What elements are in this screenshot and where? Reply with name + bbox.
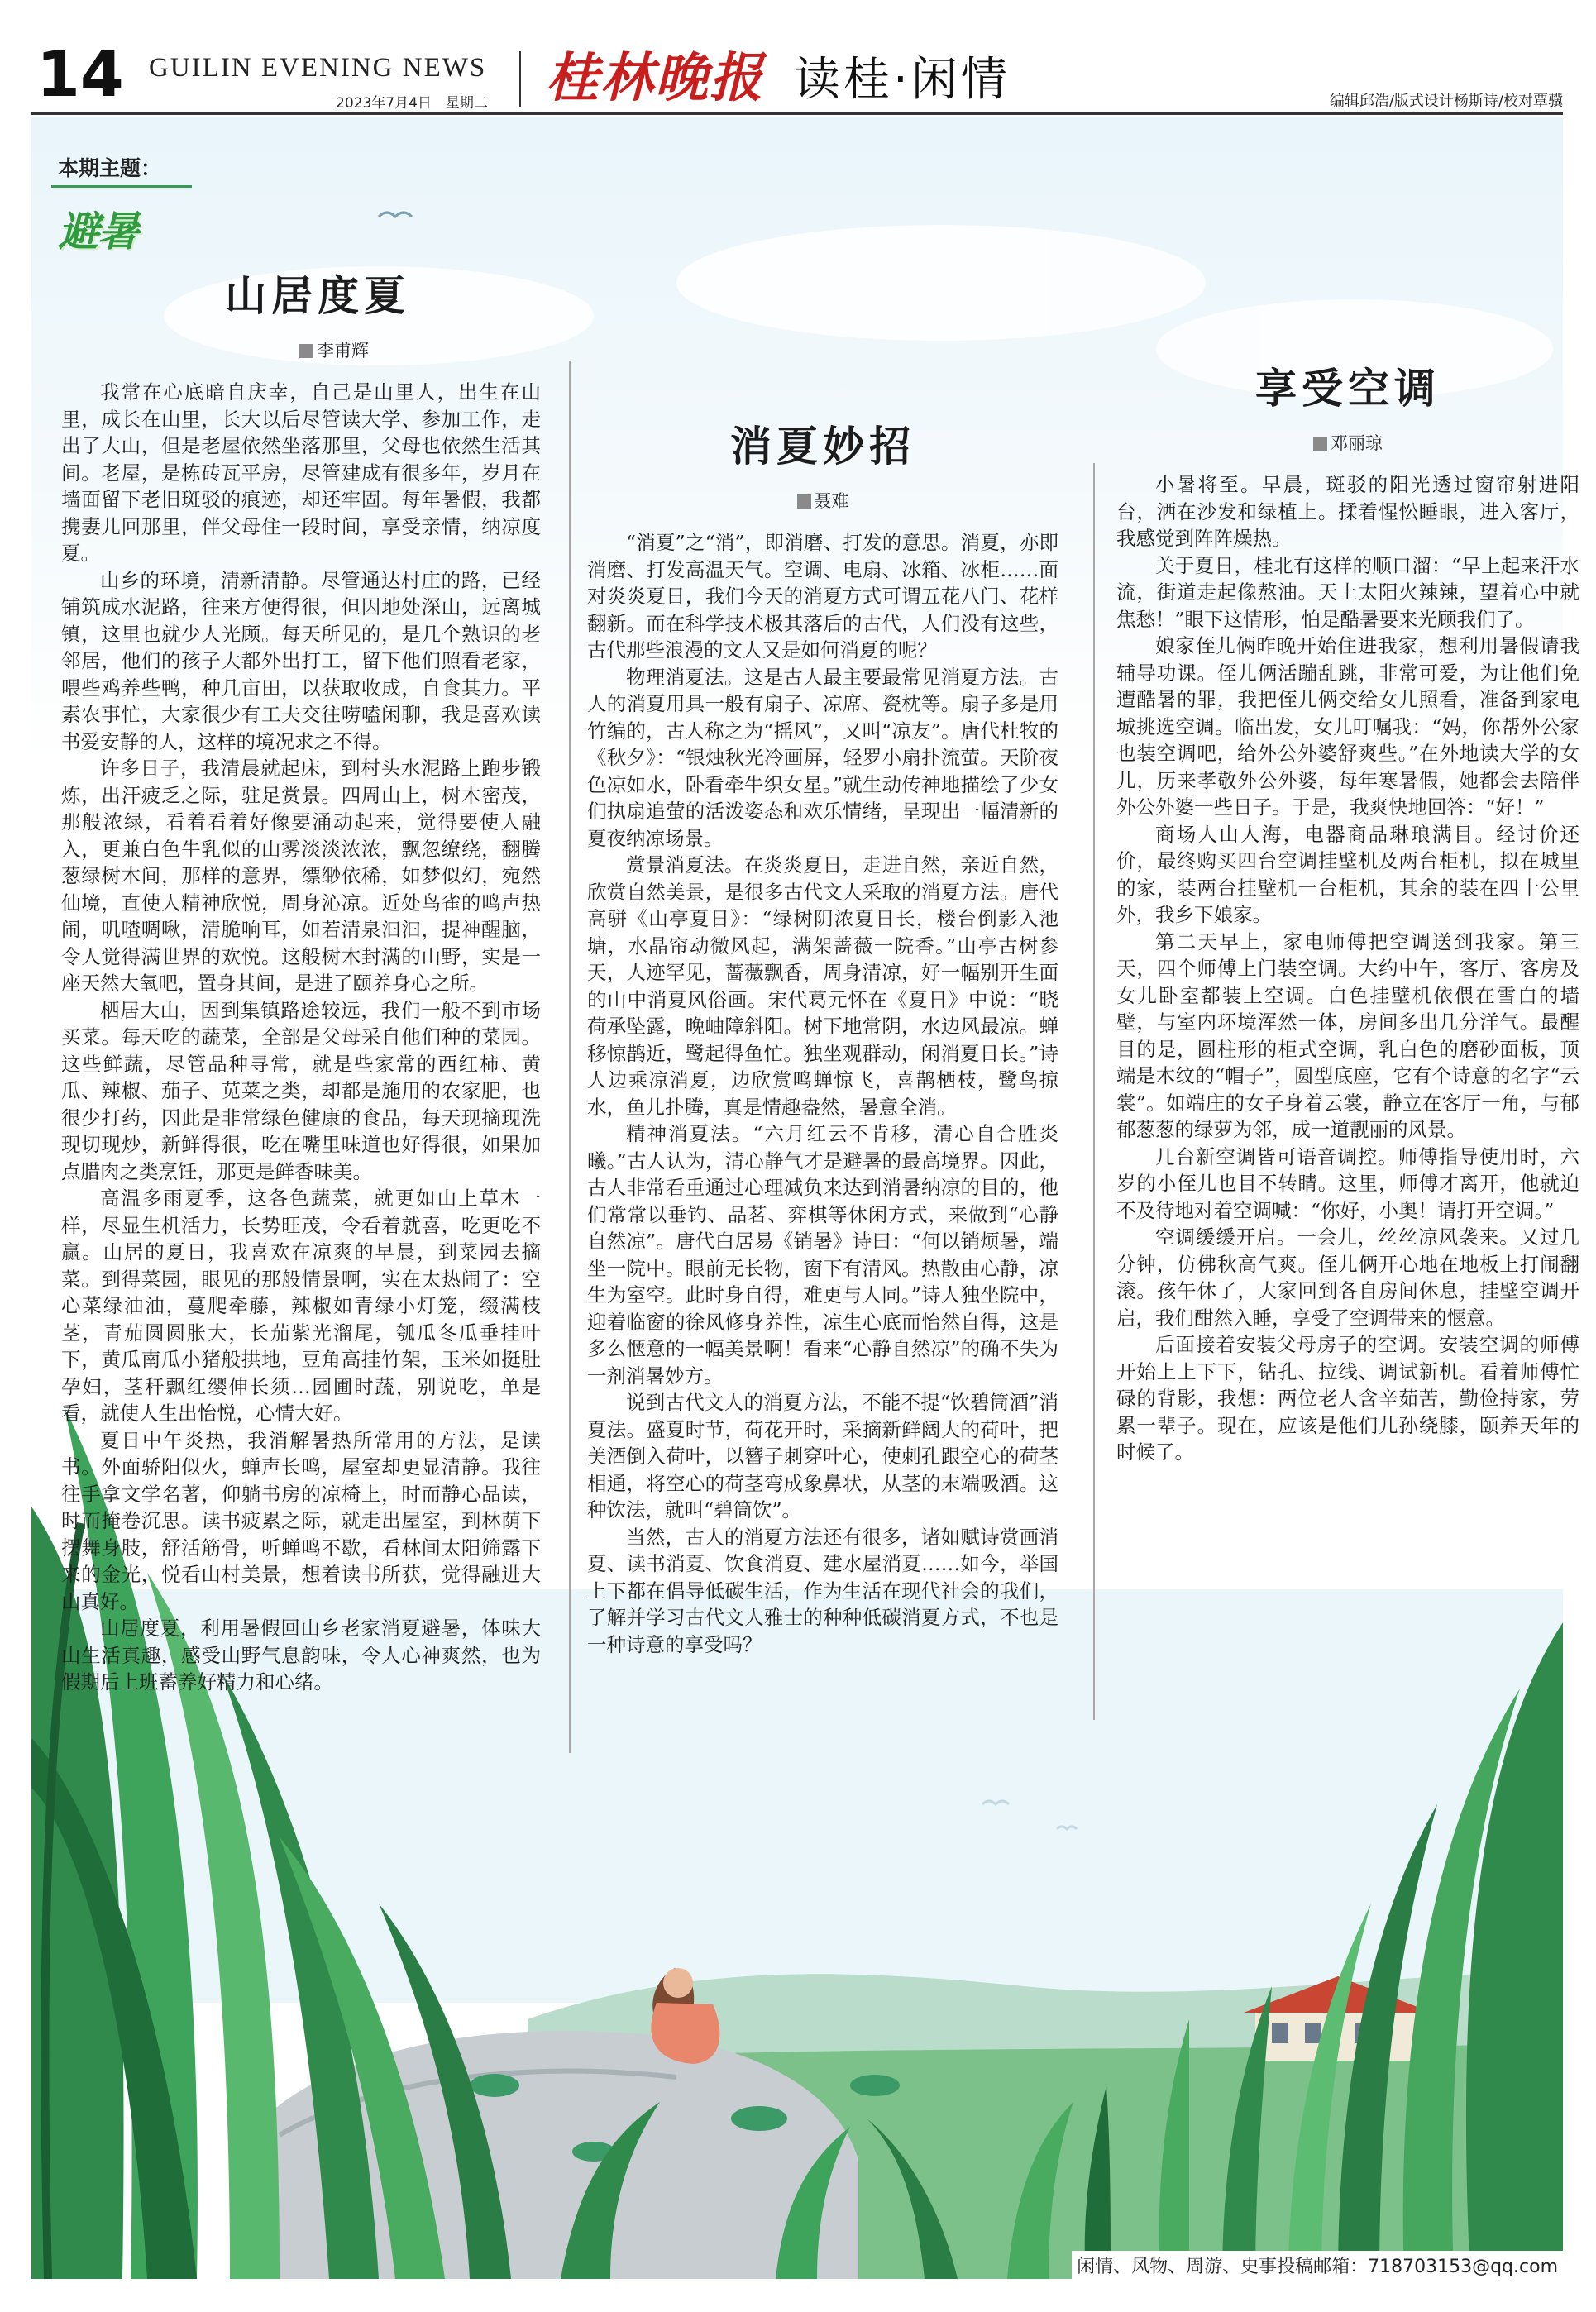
topic-underline	[51, 185, 192, 188]
paragraph: 娘家侄儿俩昨晚开始住进我家，想利用暑假请我辅导功课。侄儿俩活蹦乱跳，非常可爱，为让他们免遭酷暑的罪，我把侄儿俩交给女儿照看，准备到家电城挑选空调。临出发，女儿叮嘱我：“妈，你帮外公家也装空调吧，给外公外婆舒爽些。”在外地读大学的女儿，历来孝敬外公外婆，每年寒暑假，她都会去陪伴外公外婆一些日子。于是，我爽快地回答：“好！”	[1116, 634, 1579, 819]
article-byline	[1116, 430, 1579, 455]
paragraph: 商场人山人海，电器商品琳琅满目。经讨价还价，最终购买四台空调挂壁机及两台柜机，拟在城里的家，装两台挂壁机一台柜机，其余的装在四十公里外，我乡下娘家。	[1116, 822, 1579, 926]
editor-credits: 编辑邱浩/版式设计杨斯诗/校对覃骥	[1329, 93, 1563, 110]
paragraph: 夏日中午炎热，我消解暑热所常用的方法，是读书。外面骄阳似火，蝉声长鸣，屋室却更显清静。我往往手拿文学名著，仰躺书房的凉椅上，时而静心品读，时而掩卷沉思。读书疲累之际，就走出屋室，到林荫下摆舞身肢，舒活筋骨，听蝉鸣不歇，看林间太阳筛露下来的金光，悦看山村美景，想着读书所获，觉得融进大山真好。	[61, 1428, 541, 1613]
masthead-rule	[31, 112, 1563, 115]
masthead	[0, 0, 1596, 116]
author-name: 聂难	[814, 491, 849, 511]
paper-name-english: GUILIN EVENING NEWS	[149, 53, 487, 83]
article-body	[587, 529, 1058, 1658]
paragraph: 物理消夏法。这是古人最主要最常见消夏方法。古人的消夏用具一般有扇子、凉席、瓷枕等。扇子多是用竹编的，古人称之为“摇风”，又叫“凉友”。唐代杜牧的《秋夕》：“银烛秋光冷画屏，轻罗小扇扑流萤。天阶夜色凉如水，卧看牵牛织女星。”就生动传神地描绘了少女们执扇追萤的活泼姿态和欢乐情绪，呈现出一幅清新的夏夜纳凉场景。	[587, 665, 1058, 850]
paragraph: 第二天早上，家电师傅把空调送到我家。第三天，四个师傅上门装空调。大约中午，客厅、客房及女儿卧室都装上空调。白色挂壁机依偎在雪白的墙壁，与室内环境浑然一体，房间多出几分洋气。最醒目的是，圆柱形的柜式空调，乳白色的磨砂面板，顶端是木纹的“帽子”，圆型底座，它有个诗意的名字“云裳”。如端庄的女子身着云裳，静立在客厅一角，与郁郁葱葱的绿萝为邻，成一道靓丽的风景。	[1116, 929, 1579, 1141]
paragraph: 当然，古人的消夏方法还有很多，诸如赋诗赏画消夏、读书消夏、饮食消夏、建水屋消夏……如今，举国上下都在倡导低碳生活，作为生活在现代社会的我们，了解并学习古代文人雅士的种种低碳消夏方式，不也是一种诗意的享受吗？	[587, 1525, 1058, 1656]
article-byline	[61, 337, 541, 362]
paragraph: 后面接着安装父母房子的空调。安装空调的师傅开始上上下下，钻孔、拉线、调试新机。看着师傅忙碌的背影，我想：两位老人含辛茹苦，勤俭持家，劳累一辈子。现在，应该是他们儿孙绕膝，颐养天年的时候了。	[1116, 1333, 1579, 1464]
column-divider	[1093, 463, 1095, 1720]
byline-square-icon	[797, 494, 811, 509]
topic-word: 避暑	[58, 208, 137, 256]
byline-square-icon	[299, 344, 313, 358]
article-title: 山居度夏	[225, 272, 410, 320]
paragraph: 精神消夏法。“六月红云不肯移，清心自合胜炎曦。”古人认为，清心静气才是避暑的最高境界。因此，古人非常看重通过心理减负来达到消暑纳凉的目的，他们常常以垂钓、品茗、弈棋等休闲方式，来做到“心静自然凉”。唐代白居易《销暑》诗曰：“何以销烦暑，端坐一院中。眼前无长物，窗下有清风。热散由心静，凉生为室空。此时身自得，难更与人同。”诗人独坐院中，迎着临窗的徐风修身养性，凉生心底而怡然自得，这是多么惬意的一幅美景啊！看来“心静自然凉”的确不失为一剂消暑妙方。	[587, 1122, 1058, 1388]
paragraph: 赏景消夏法。在炎炎夏日，走进自然，亲近自然，欣赏自然美景，是很多古代文人采取的消夏方法。唐代高骈《山亭夏日》：“绿树阴浓夏日长，楼台倒影入池塘，水晶帘动微风起，满架蔷薇一院香。”山亭古树参天，人迹罕见，蔷薇飘香，周身清凉，好一幅别开生面的山中消夏风俗画。宋代葛元怀在《夏日》中说：“晓荷承坠露，晚岫障斜阳。树下地常阴，水边风最凉。蝉移惊鹊近，鹭起得鱼忙。独坐观群动，闲消夏日长。”诗人边乘凉消夏，边欣赏鸣蝉惊飞，喜鹊栖枝，鹭鸟掠水，鱼儿扑腾，真是情趣盎然，暑意全消。	[587, 853, 1058, 1119]
byline-square-icon	[1313, 437, 1327, 451]
paragraph: 说到古代文人的消夏方法，不能不提“饮碧筒酒”消夏法。盛夏时节，荷花开时，采摘新鲜阔大的荷叶，把美酒倒入荷叶，以簪子刺穿叶心，使刺孔跟空心的荷茎相通，将空心的荷茎弯成象鼻状，从茎的末端吸酒。这种饮法，就叫“碧筒饮”。	[587, 1391, 1058, 1521]
submission-email: 闲情、风物、周游、史事投稿邮箱：718703153@qq.com	[1072, 2251, 1563, 2280]
paragraph: 空调缓缓开启。一会儿，丝丝凉风袭来。又过几分钟，仿佛秋高气爽。侄儿俩开心地在地板上打闹翻滚。孩午休了，大家回到各自房间休息，挂壁空调开启，我们酣然入睡，享受了空调带来的惬意。	[1116, 1225, 1579, 1330]
article-mountain-summer	[61, 263, 541, 1696]
paragraph: 许多日子，我清晨就起床，到村头水泥路上跑步锻炼，出汗疲乏之际，驻足赏景。四周山上，树木密茂，那般浓绿，看着看着好像要涌动起来，觉得要使人融入，更兼白色牛乳似的山雾淡淡浓浓，飘忽缭绕，翻腾葱绿树木间，那样的意界，缥缈依稀，如梦似幻，宛然仙境，直使人精神欣悦，周身沁凉。近处鸟雀的鸣声热闹，叽喳啁啾，清脆响耳，如若清泉汩汩，提神醒脑，令人觉得满世界的欢悦。这般树木封满的山野，实是一座天然大氧吧，置身其间，是进了颐养身心之所。	[61, 757, 541, 995]
page-number: 14	[36, 37, 124, 111]
article-title: 享受空调	[1255, 365, 1441, 413]
topic-label: 本期主题：	[58, 156, 162, 180]
paragraph: 栖居大山，因到集镇路途较远，我们一般不到市场买菜。每天吃的蔬菜，全部是父母采自他们种的菜园。这些鲜蔬，尽管品种寻常，就是些家常的西红柿、黄瓜、辣椒、茄子、苋菜之类，却都是施用的农家肥，也很少打药，因此是非常绿色健康的食品，每天现摘现洗现切现炒，新鲜得很，吃在嘴里味道也好得很，如果加点腊肉之类烹饪，那更是鲜香味美。	[61, 998, 541, 1183]
masthead-divider	[519, 51, 521, 107]
paragraph: 高温多雨夏季，这各色蔬菜，就更如山上草木一样，尽显生机活力，长势旺茂，令看着就喜，吃更吃不赢。山居的夏日，我喜欢在凉爽的早晨，到菜园去摘菜。到得菜园，眼见的那般情景啊，实在太热闹了：空心菜绿油油，蔓爬牵藤，辣椒如青绿小灯笼，缀满枝茎，青茄圆圆胀大，长茄紫光溜尾，瓠瓜冬瓜垂挂叶下，黄瓜南瓜小猪般拱地，豆角高挂竹架，玉米如挺肚孕妇，茎秆飘红缨伸长须…园圃时蔬，别说吃，单是看，就使人生出怡悦，心情大好。	[61, 1187, 541, 1425]
section-title: 读桂·闲情	[794, 53, 1011, 107]
paragraph: 几台新空调皆可语音调控。师傅指导使用时，六岁的小侄儿也目不转睛。这里，师傅才离开，他就迫不及待地对着空调喊：“你好，小奥！请打开空调。”	[1116, 1144, 1579, 1222]
article-body	[61, 379, 541, 1696]
author-name: 李甫辉	[317, 341, 369, 361]
paragraph: 山居度夏，利用暑假回山乡老家消夏避暑，体味大山生活真趣，感受山野气息韵味，令人心神爽然，也为假期后上班蓄养好精力和心绪。	[61, 1617, 541, 1693]
paragraph: 山乡的环境，清新清静。尽管通达村庄的路，已经铺筑成水泥路，往来方便得很，但因地处深山，远离城镇，这里也就少人光顾。每天所见的，是几个熟识的老邻居，他们的孩子大都外出打工，留下他们照看老家，喂些鸡养些鸭，种几亩田，以获取收成，自食其力。平素农事忙，大家很少有工夫交往唠嗑闲聊，我是喜欢读书爱安静的人，这样的境况求之不得。	[61, 568, 541, 753]
article-byline	[587, 488, 1058, 513]
article-title: 消夏妙招	[730, 423, 915, 471]
column-divider	[569, 361, 571, 1753]
issue-date: 2023年7月4日 星期二	[336, 95, 488, 112]
article-body	[1116, 471, 1579, 1466]
paragraph: 小暑将至。早晨，斑驳的阳光透过窗帘射进阳台，洒在沙发和绿植上。揉着惺忪睡眼，进入客厅，我感觉到阵阵燥热。	[1116, 473, 1579, 550]
paper-name-chinese-logo: 桂林晚报	[546, 47, 764, 109]
paragraph: 我常在心底暗自庆幸，自己是山里人，出生在山里，成长在山里，长大以后尽管读大学、参加工作，走出了大山，但是老屋依然坐落那里，父母也依然生活其间。老屋，是栋砖瓦平房，尽管建成有很多年，岁月在墙面留下老旧斑驳的痕迹，却还牢固。每年暑假，我都携妻儿回那里，伴父母住一段时间，享受亲情，纳凉度夏。	[61, 380, 541, 565]
paragraph: 关于夏日，桂北有这样的顺口溜：“早上起来汗水流，街道走起像熬油。天上太阳火辣辣，望着心中就焦愁！”眼下这情形，怕是酷暑要来光顾我们了。	[1116, 553, 1579, 631]
paragraph: “消夏”之“消”，即消磨、打发的意思。消夏，亦即消磨、打发高温天气。空调、电扇、冰箱、冰柜……面对炎炎夏日，我们今天的消夏方式可谓五花八门、花样翻新。而在科学技术极其落后的古代，人们没有这些，古代那些浪漫的文人又是如何消夏的呢？	[587, 531, 1058, 662]
author-name: 邓丽琼	[1331, 433, 1383, 453]
article-summer-tips	[587, 413, 1058, 1658]
article-enjoy-aircon	[1116, 356, 1579, 1466]
